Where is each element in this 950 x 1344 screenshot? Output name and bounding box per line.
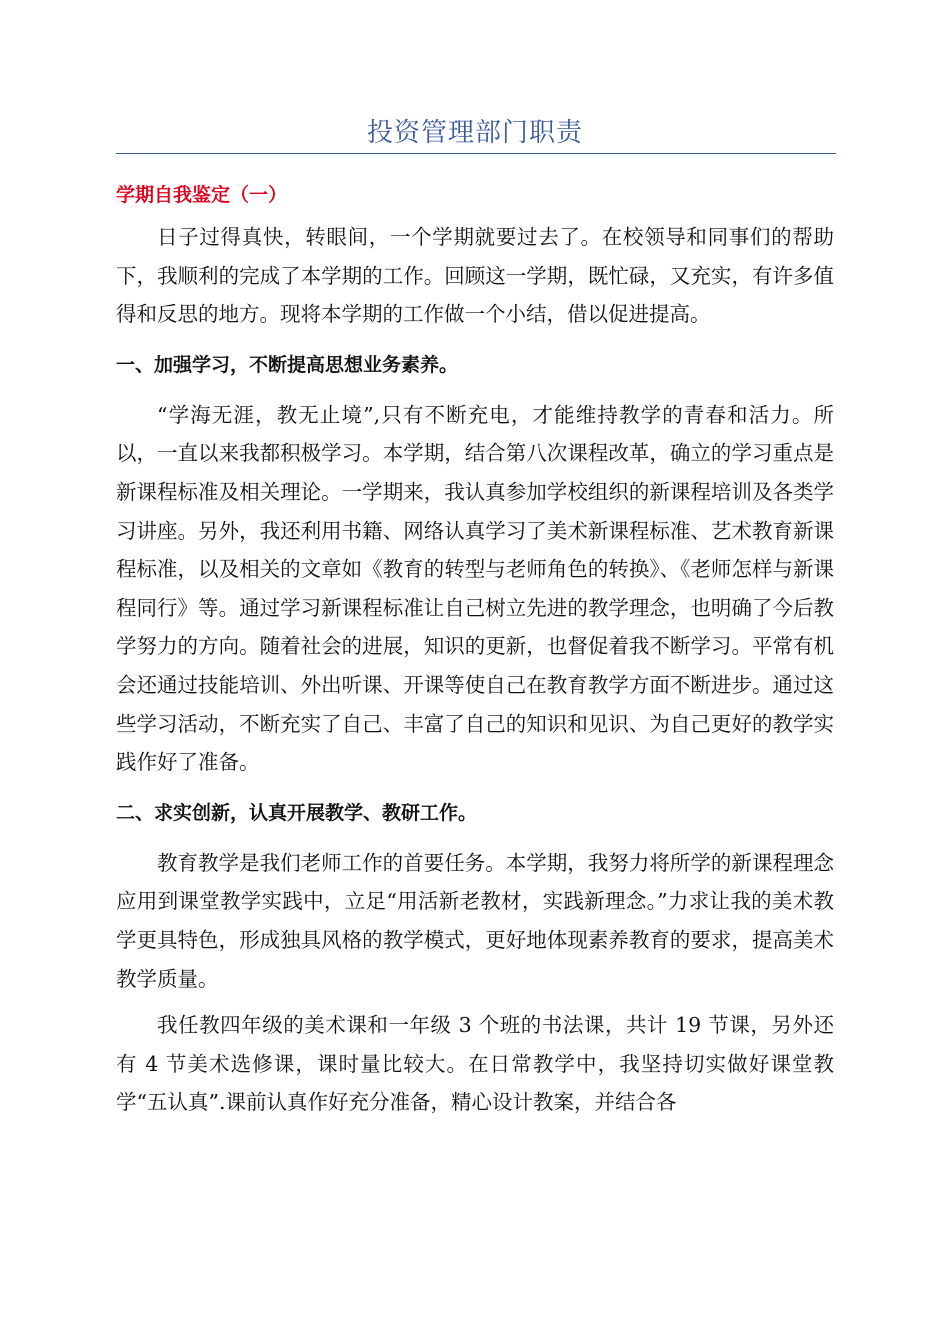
part1-heading: 一、加强学习，不断提高思想业务素养。 [116, 353, 459, 376]
title-underline [116, 153, 836, 154]
part2-heading: 二、求实创新，认真开展教学、教研工作。 [116, 801, 478, 824]
part2-paragraph-1: 教育教学是我们老师工作的首要任务。本学期，我努力将所学的新课程理念应用到课堂教学实践中，立足“用活新老教材，实践新理念。”力求让我的美术教学更具特色，形成独具风格的教学模式，更好地体现素养教育的要求，提高美术教学质量。 [116, 850, 834, 991]
section-heading: 学期自我鉴定（一） [116, 184, 288, 206]
document-body [116, 178, 834, 1130]
part2-paragraph-2: 我任教四年级的美术课和一年级 3 个班的书法课，共计 19 节课，另外还有 4 节美术选修课，课时量比较大。在日常教学中，我坚持切实做好课堂教学“五认真”.课前认真作好充分准备，精心设计教案，并结合各 [116, 1013, 834, 1115]
document-title: 投资管理部门职责 [366, 118, 583, 148]
part1-paragraph: “学海无涯，教无止境”,只有不断充电，才能维持教学的青春和活力。所以，一直以来我都积极学习。本学期，结合第八次课程改革，确立的学习重点是新课程标准及相关理论。一学期来，我认真参加学校组织的新课程培训及各类学习讲座。另外，我还利用书籍、网络认真学习了美术新课程标准、艺术教育新课程标准，以及相关的文章如《教育的转型与老师角色的转换》、《老师怎样与新课程同行》等。通过学习新课程标准让自己树立先进的教学理念，也明确了今后教学努力的方向。随着社会的进展，知识的更新，也督促着我不断学习。平常有机会还通过技能培训、外出听课、开课等使自己在教育教学方面不断进步。通过这些学习活动，不断充实了自己、丰富了自己的知识和见识、为自己更好的教学实践作好了准备。 [116, 402, 834, 775]
intro-paragraph: 日子过得真快，转眼间，一个学期就要过去了。在校领导和同事们的帮助下，我顺利的完成了本学期的工作。回顾这一学期，既忙碌，又充实，有许多值得和反思的地方。现将本学期的工作做一个小结，借以促进提高。 [116, 225, 834, 327]
